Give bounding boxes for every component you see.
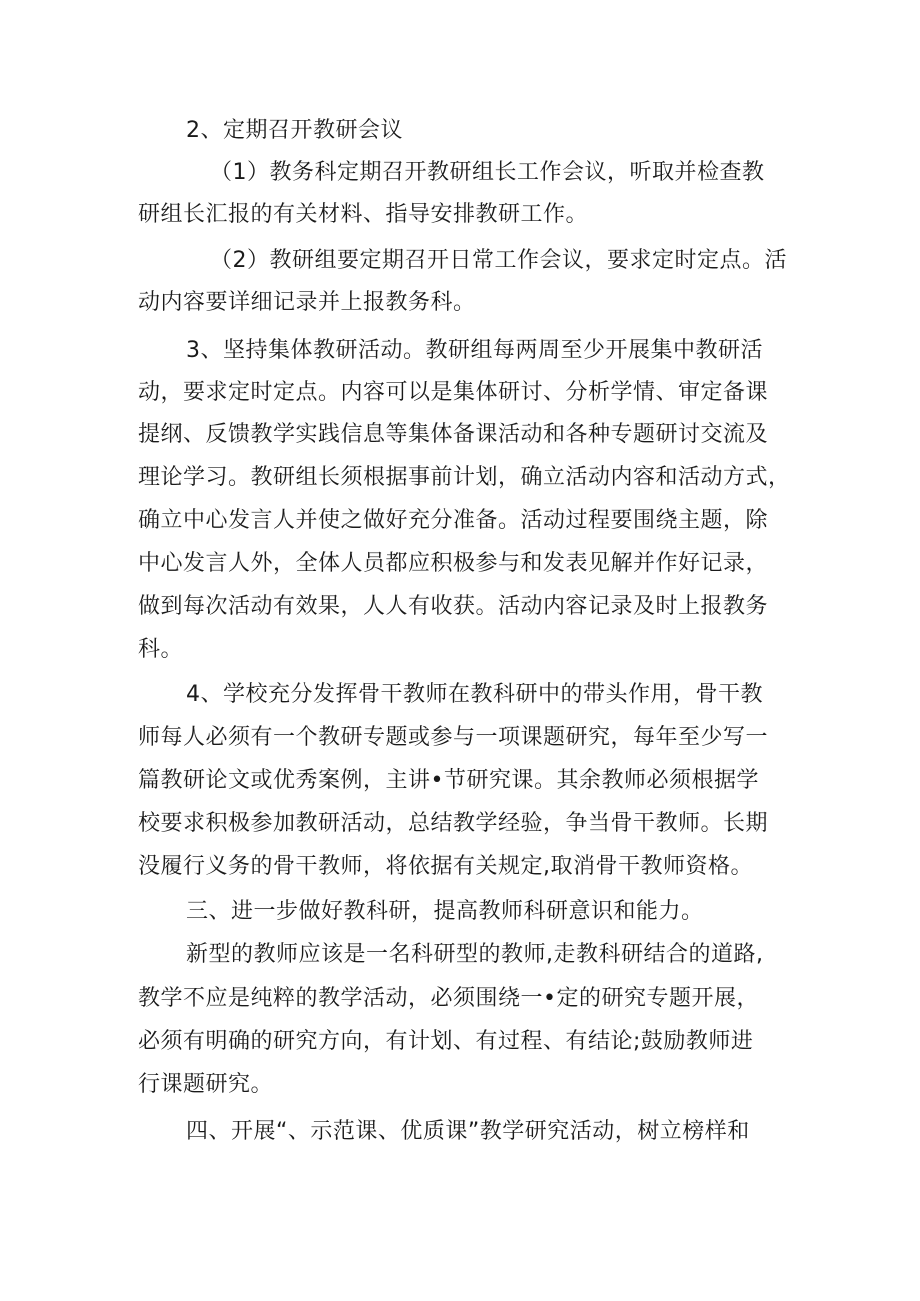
paragraph-line: 理论学习。教研组长须根据事前计划，确立活动内容和活动方式，	[138, 465, 791, 490]
paragraph-line: 动内容要详细记录并上报教务科。	[138, 290, 476, 315]
paragraph-line: 做到每次活动有效果，人人有收获。活动内容记录及时上报教务	[138, 594, 769, 619]
paragraph-line: 新型的教师应该是一名科研型的教师,走教科研结合的道路,	[186, 942, 764, 967]
paragraph-line: 中心发言人外，全体人员都应积极参与和发表见解并作好记录，	[138, 551, 769, 576]
paragraph-line: 提纲、反馈教学实践信息等集体备课活动和各种专题研讨交流及	[138, 422, 769, 447]
paragraph-line: 确立中心发言人并使之做好充分准备。活动过程要围绕主题，除	[138, 508, 769, 533]
paragraph-line: 研组长汇报的有关材料、指导安排教研工作。	[138, 202, 589, 227]
section-heading-4: 四、开展“、示范课、优质课”教学研究活动，树立榜样和	[186, 1119, 750, 1144]
paragraph-line: 3、坚持集体教研活动。教研组每两周至少开展集中教研活	[186, 338, 763, 363]
paragraph-line: 动，要求定时定点。内容可以是集体研讨、分析学情、审定备课	[138, 380, 769, 405]
section-heading-3: 三、进一步做好教科研，提高教师科研意识和能力。	[186, 899, 704, 924]
paragraph-line: 科。	[138, 637, 184, 662]
paragraph-line: 师每人必须有一个教研专题或参与一项课题研究，每年至少写一	[138, 725, 769, 750]
paragraph-line: 篇教研论文或优秀案例，主讲•节研究课。其余教师必须根据学	[138, 768, 759, 793]
paragraph-line: （1）教务科定期召开教研组长工作会议，听取并检查教	[210, 160, 765, 185]
paragraph-line: 校要求积极参加教研活动，总结教学经验，争当骨干教师。长期	[138, 811, 769, 836]
paragraph-line: （2）教研组要定期召开日常工作会议，要求定时定点。活	[210, 248, 787, 273]
paragraph-line: 必须有明确的研究方向，有计划、有过程、有结论;鼓励教师进	[138, 1029, 754, 1054]
paragraph-line: 4、学校充分发挥骨干教师在教科研中的带头作用，骨干教	[186, 682, 763, 707]
paragraph-line: 教学不应是纯粹的教学活动，必须围绕一•定的研究专题开展，	[138, 986, 759, 1011]
paragraph-line: 行课题研究。	[138, 1072, 274, 1097]
paragraph-line: 没履行义务的骨干教师，将依据有关规定,取消骨干教师资格。	[138, 854, 753, 879]
heading-item-2: 2、定期召开教研会议	[186, 118, 403, 143]
